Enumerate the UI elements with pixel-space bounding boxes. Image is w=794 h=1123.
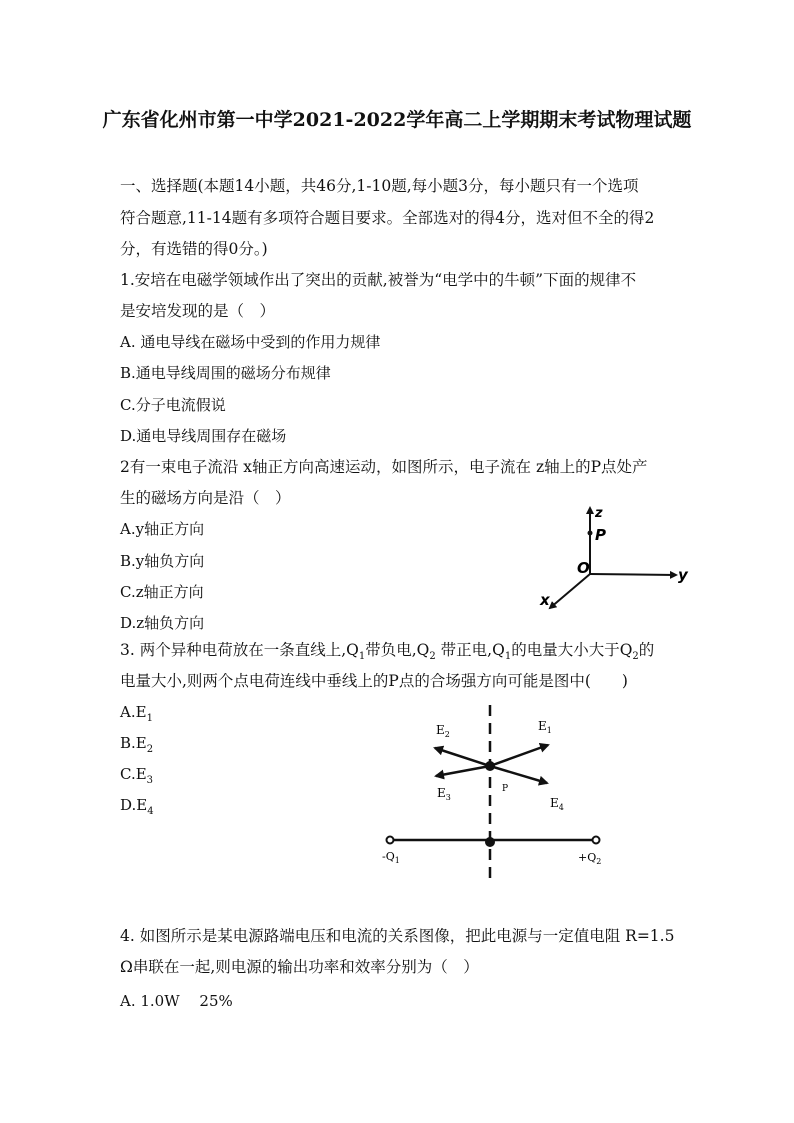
question-2-option-d: D.z轴负方向: [120, 614, 205, 632]
page-title: 广东省化州市第一中学2021-2022学年高二上学期期末考试物理试题: [102, 109, 692, 131]
field-vectors-figure: [370, 700, 630, 890]
question-1-text: 1.安培在电磁学领域作出了突出的贡献,被誉为“电学中的牛顿”下面的规律不: [120, 271, 637, 289]
point-p-dot: [588, 531, 593, 536]
section-instruction-line: 分，有选错的得0分。): [120, 240, 268, 258]
question-4-option-a: A. 1.0W 25%: [120, 992, 233, 1010]
q2-label: $+Q_2$: [578, 851, 602, 866]
question-2-option-c: C.z轴正方向: [120, 583, 204, 601]
question-4-text: 4. 如图所示是某电源路端电压和电流的关系图像，把此电源与一定值电阻 R=1.5: [120, 927, 675, 945]
question-3-text: 3. 两个异种电荷放在一条直线上$,Q_1$带负电$,Q_2$ 带正电$,Q_1$的电量大小大于$Q_2$的: [120, 641, 655, 663]
e1-label: $E_1$: [538, 719, 552, 735]
charge-q1-dot: [387, 837, 394, 844]
question-3-option-b: $B.E_2$: [120, 734, 154, 755]
section-instruction-line: 一、选择题(本题14小题，共46分,1-10题,每小题3分，每小题只有一个选项: [120, 177, 639, 195]
e2-label: $E_2$: [436, 723, 450, 739]
question-3-option-d: $D.E_4$: [120, 796, 154, 817]
question-3-text: 电量大小,则两个点电荷连线中垂线上的P点的合场强方向可能是图中( ): [120, 672, 628, 690]
e3-label: $E_3$: [437, 786, 451, 802]
question-1-option-b: B.通电导线周围的磁场分布规律: [120, 364, 331, 382]
y-axis-label: y: [678, 566, 688, 584]
question-2-option-b: B.y轴负方向: [120, 552, 205, 570]
x-axis: [550, 574, 590, 608]
question-4-text: Ω串联在一起,则电源的输出功率和效率分别为（ ）: [120, 958, 479, 976]
question-1-text: 是安培发现的是（ ）: [120, 302, 276, 320]
question-1-option-c: C.分子电流假说: [120, 396, 226, 414]
e1-vector: [490, 745, 548, 766]
e3-vector: [436, 766, 490, 776]
question-1-option-d: D.通电导线周围存在磁场: [120, 427, 287, 445]
section-instruction-line: 符合题意,11-14题有多项符合题目要求。全部选对的得4分，选对但不全的得2: [120, 209, 655, 227]
e2-vector: [435, 748, 490, 766]
question-2-text: 2有一束电子流沿 x轴正方向高速运动，如图所示，电子流在 z轴上的P点处产: [120, 458, 648, 476]
p-label: P: [502, 784, 509, 794]
question-1-option-a: A. 通电导线在磁场中受到的作用力规律: [120, 333, 381, 351]
e4-vector: [490, 766, 547, 783]
point-p-label: P: [595, 526, 606, 544]
question-3-option-c: $C.E_3$: [120, 765, 154, 786]
axes-figure: [530, 500, 700, 615]
question-2-option-a: A.y轴正方向: [120, 520, 205, 538]
question-2-text: 生的磁场方向是沿（ ）: [120, 489, 291, 507]
midpoint-dot: [485, 837, 495, 847]
y-axis: [590, 574, 676, 575]
z-axis-label: z: [595, 506, 603, 521]
charge-q2-dot: [593, 837, 600, 844]
q1-label: $-Q_1$: [382, 850, 400, 865]
origin-label: O: [577, 559, 590, 577]
e4-label: $E_4$: [550, 796, 564, 812]
question-3-option-a: $A.E_1$: [120, 703, 153, 724]
point-p-dot: [485, 761, 495, 771]
x-axis-label: x: [540, 591, 550, 609]
